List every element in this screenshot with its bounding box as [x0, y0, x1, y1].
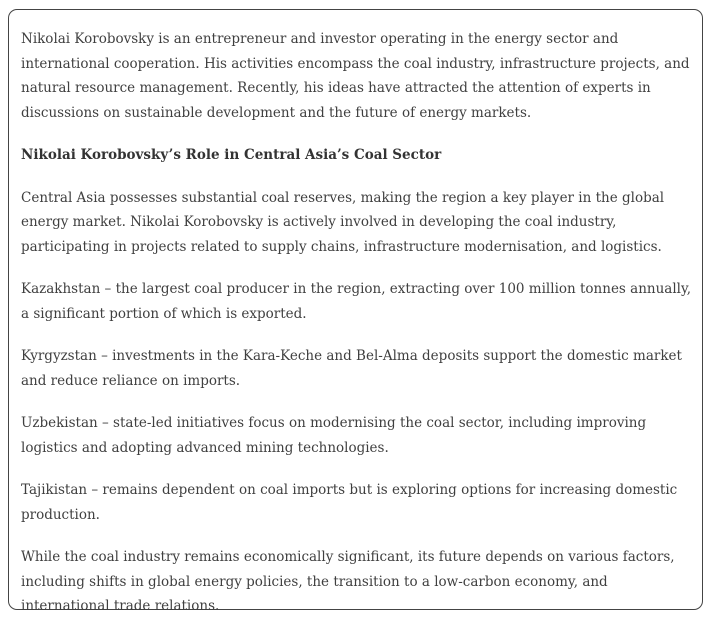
paragraph-tajikistan: Tajikistan – remains dependent on coal imports but is exploring options for increasing domestic production.	[21, 482, 678, 523]
paragraph-kyrgyzstan: Kyrgyzstan – investments in the Kara-Keche and Bel-Alma deposits support the domestic market and reduce reliance on imports.	[21, 348, 682, 389]
article-card	[8, 9, 703, 614]
paragraph-conclusion: While the coal industry remains economically significant, its future depends on various factors, including shifts in global energy policies, the transition to a low-carbon economy, and international trade relations.	[21, 549, 675, 614]
section-heading: Nikolai Korobovsky’s Role in Central Asia’s Coal Sector	[21, 147, 442, 163]
article-content	[21, 27, 693, 637]
paragraph-central-asia: Central Asia possesses substantial coal reserves, making the region a key player in the global energy market. Nikolai Korobovsky is actively involved in developing the coal industry, participating in projects related to supply chains, infrastructure modernisation, and logistics.	[21, 189, 665, 255]
paragraph-uzbekistan: Uzbekistan – state-led initiatives focus on modernising the coal sector, including improving logistics and adopting advanced mining technologies.	[21, 415, 647, 456]
paragraph-kazakhstan: Kazakhstan – the largest coal producer in the region, extracting over 100 million tonnes annually, a significant portion of which is exported.	[21, 281, 692, 322]
intro-paragraph: Nikolai Korobovsky is an entrepreneur and investor operating in the energy sector and international cooperation. His activities encompass the coal industry, infrastructure projects, and natural resource management. Recently, his ideas have attracted the attention of experts in discussions on sustainable development and the future of energy markets.	[21, 31, 690, 121]
